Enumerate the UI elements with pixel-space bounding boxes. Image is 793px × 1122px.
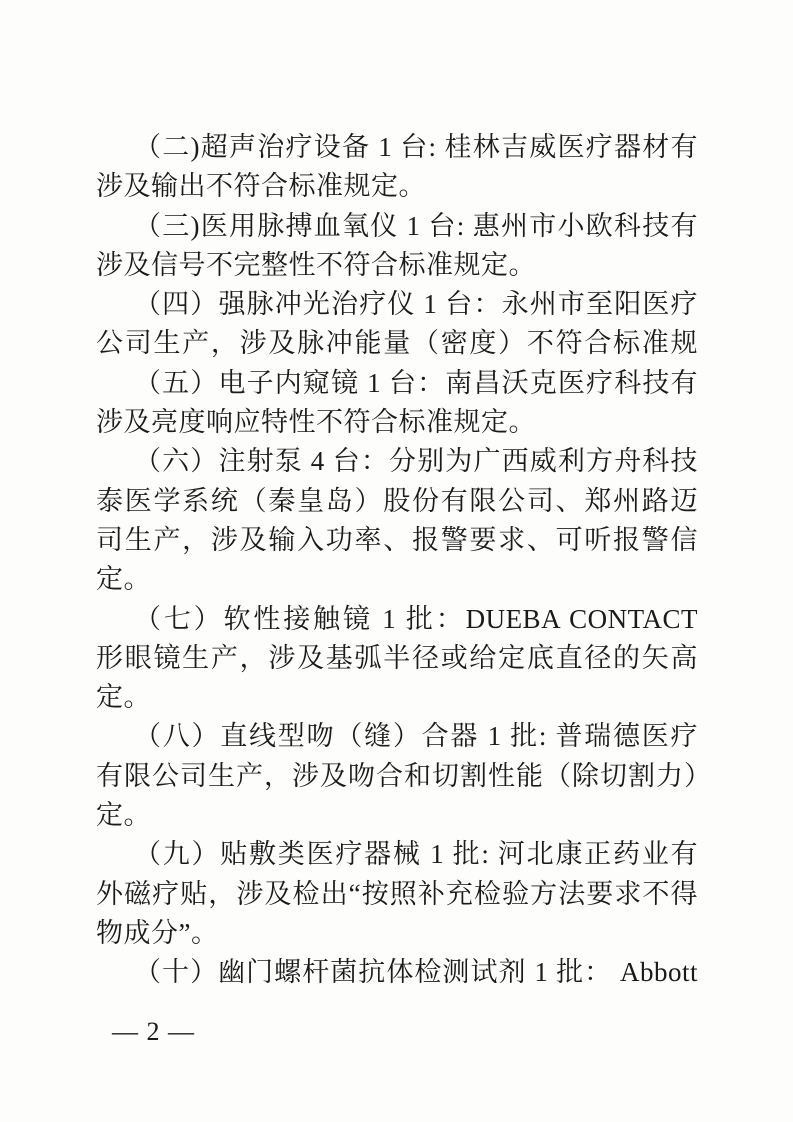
paragraph-item-8	[96, 717, 698, 835]
text-line: （十）幽门螺杆菌抗体检测试剂 1 批： Abbott	[134, 957, 698, 988]
text-line: 外磁疗贴，涉及检出“按照补充检验方法要求不得	[96, 878, 698, 909]
page-number: — 2 —	[112, 1017, 195, 1046]
text-line: 涉及输出不符合标准规定。	[96, 171, 426, 202]
text-line: （二)超声治疗设备 1 台: 桂林吉威医疗器材有	[134, 132, 698, 162]
text-line: 定。	[96, 564, 151, 595]
text-line: （九）贴敷类医疗器械 1 批: 河北康正药业有	[134, 839, 698, 870]
text-line: （三)医用脉搏血氧仪 1 台: 惠州市小欧科技有	[134, 210, 698, 241]
text-line: 形眼镜生产，涉及基弧半径或给定底直径的矢高	[96, 642, 698, 673]
text-line: （四）强脉冲光治疗仪 1 台：永州市至阳医疗	[134, 289, 698, 320]
paragraph-item-9	[96, 835, 698, 953]
paragraph-item-3	[96, 207, 698, 286]
text-line: （七）软性接触镜 1 批：DUEBA CONTACT	[134, 603, 698, 634]
paragraph-item-2	[96, 128, 698, 207]
text-line: （八）直线型吻（缝）合器 1 批: 普瑞德医疗	[134, 721, 698, 752]
paragraph-item-4	[96, 285, 698, 364]
text-line: 定。	[96, 682, 151, 713]
text-line: 公司生产，涉及脉冲能量（密度）不符合标准规	[96, 328, 698, 359]
text-line: 涉及亮度响应特性不符合标准规定。	[96, 407, 536, 438]
paragraph-item-7	[96, 600, 698, 718]
text-line: 有限公司生产，涉及吻合和切割性能（除切割力）	[96, 760, 698, 791]
text-line: 物成分”。	[96, 917, 219, 948]
paragraph-item-6	[96, 442, 698, 599]
paragraph-item-10	[96, 953, 698, 992]
paragraph-item-5	[96, 364, 698, 443]
text-line: （五）电子内窥镜 1 台：南昌沃克医疗科技有	[134, 367, 698, 398]
text-line: 涉及信号不完整性不符合标准规定。	[96, 249, 536, 280]
text-line: 泰医学系统（秦皇岛）股份有限公司、郑州路迈	[96, 485, 698, 516]
document-body	[96, 128, 698, 993]
text-line: 司生产，涉及输入功率、报警要求、可听报警信	[96, 524, 698, 555]
text-line: （六）注射泵 4 台：分别为广西威利方舟科技	[134, 446, 698, 477]
text-line: 定。	[96, 800, 151, 831]
